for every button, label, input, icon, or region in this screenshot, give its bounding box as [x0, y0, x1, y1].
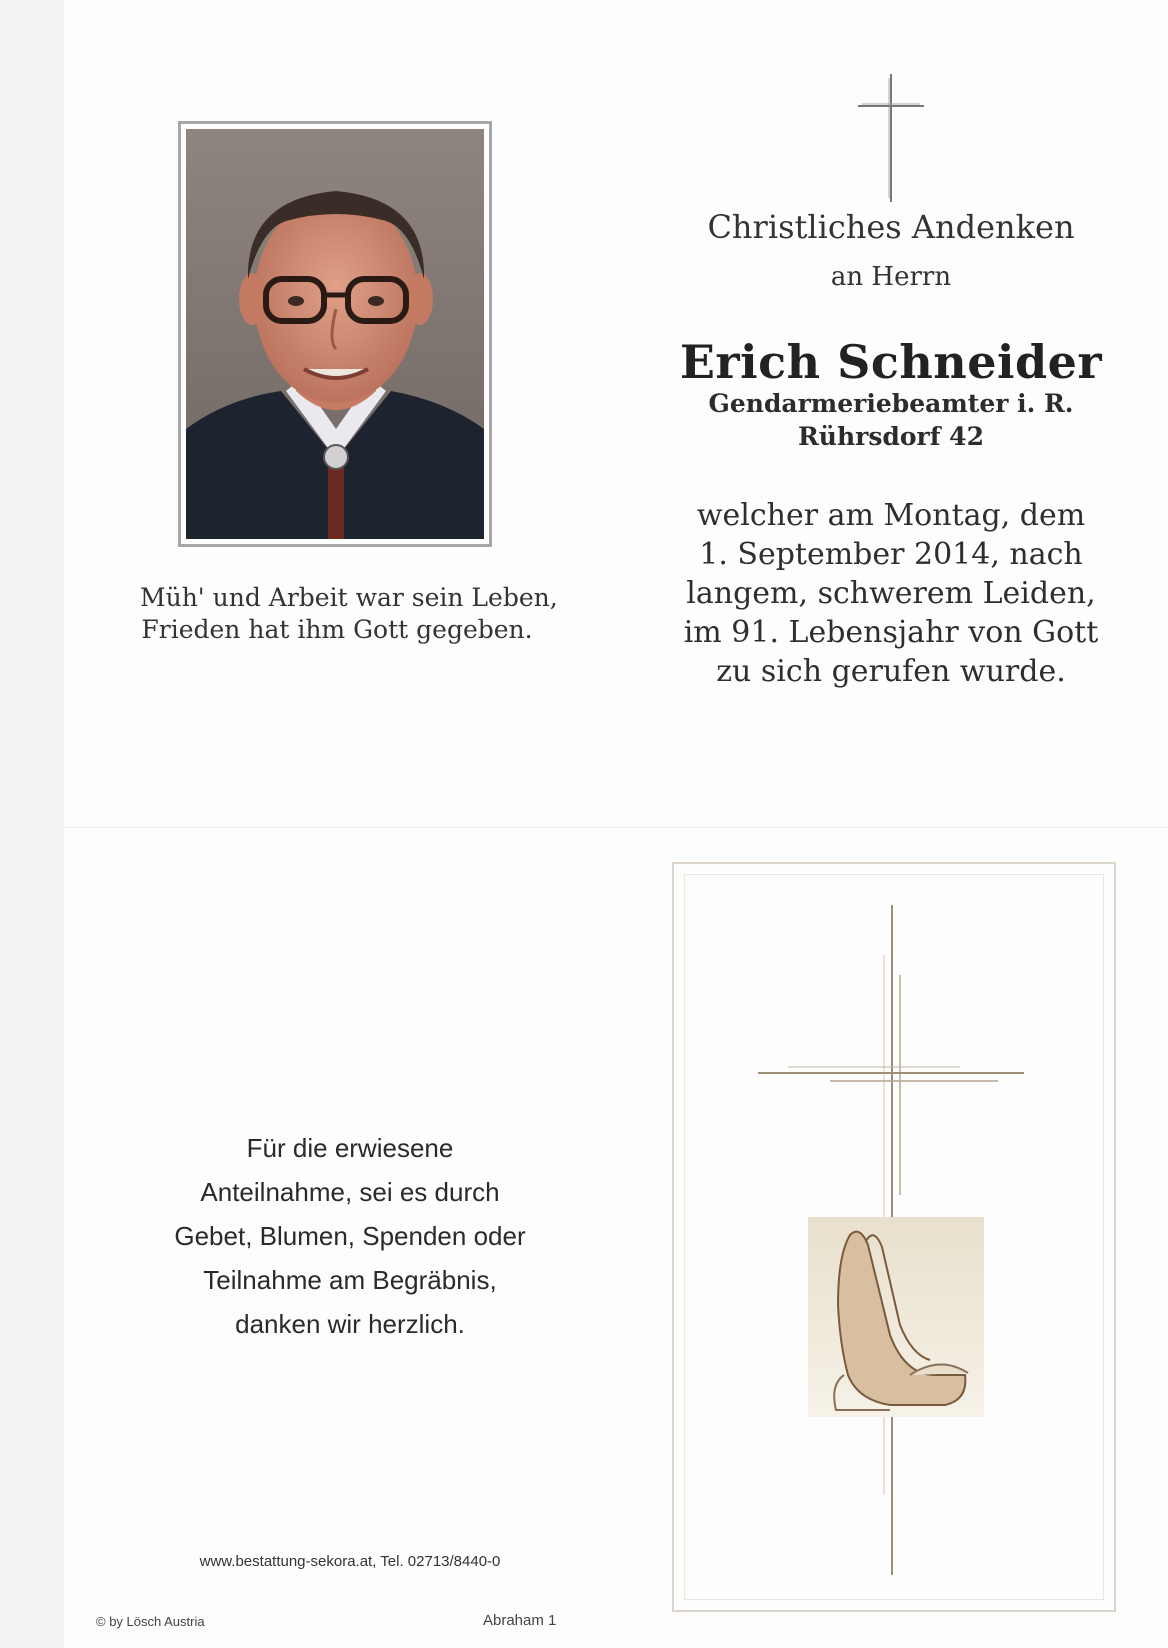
death-notice-text: [676, 496, 1106, 691]
death-line: langem, schwerem Leiden,: [686, 576, 1096, 611]
death-line: welcher am Montag, dem: [696, 498, 1086, 533]
thanks-line: Anteilnahme, sei es durch: [200, 1177, 500, 1207]
thanks-line: danken wir herzlich.: [235, 1309, 465, 1339]
thanks-line: Gebet, Blumen, Spenden oder: [174, 1221, 526, 1251]
portrait-frame: [178, 121, 492, 547]
card-model-name: Abraham 1: [483, 1612, 557, 1629]
cross-icon: [858, 74, 924, 202]
quote-line: Frieden hat ihm Gott gegeben.: [141, 615, 533, 644]
cross-with-praying-hands-icon: [740, 905, 1060, 1585]
death-line: 1. September 2014, nach: [699, 537, 1083, 572]
salutation: an Herrn: [830, 262, 952, 292]
thanks-line: Teilnahme am Begräbnis,: [203, 1265, 497, 1295]
death-line: zu sich gerufen wurde.: [716, 654, 1066, 689]
card-heading: Christliches Andenken: [707, 208, 1075, 246]
fold-line: [64, 827, 1168, 828]
thanks-line: Für die erwiesene: [246, 1133, 454, 1163]
quote-line: Müh' und Arbeit war sein Leben,: [140, 583, 558, 612]
occupation: Gendarmeriebeamter i. R.: [708, 389, 1074, 418]
funeral-home-contact: www.bestattung-sekora.at, Tel. 02713/8440-0: [199, 1553, 501, 1570]
deceased-name: Erich Schneider: [679, 335, 1103, 389]
address: Rührsdorf 42: [798, 422, 984, 451]
thanks-text: [130, 1126, 570, 1346]
death-line: im 91. Lebensjahr von Gott: [683, 615, 1099, 650]
copyright-notice: © by Lösch Austria: [96, 1614, 205, 1629]
memorial-quote: [140, 582, 558, 646]
portrait-photo: [186, 129, 484, 539]
